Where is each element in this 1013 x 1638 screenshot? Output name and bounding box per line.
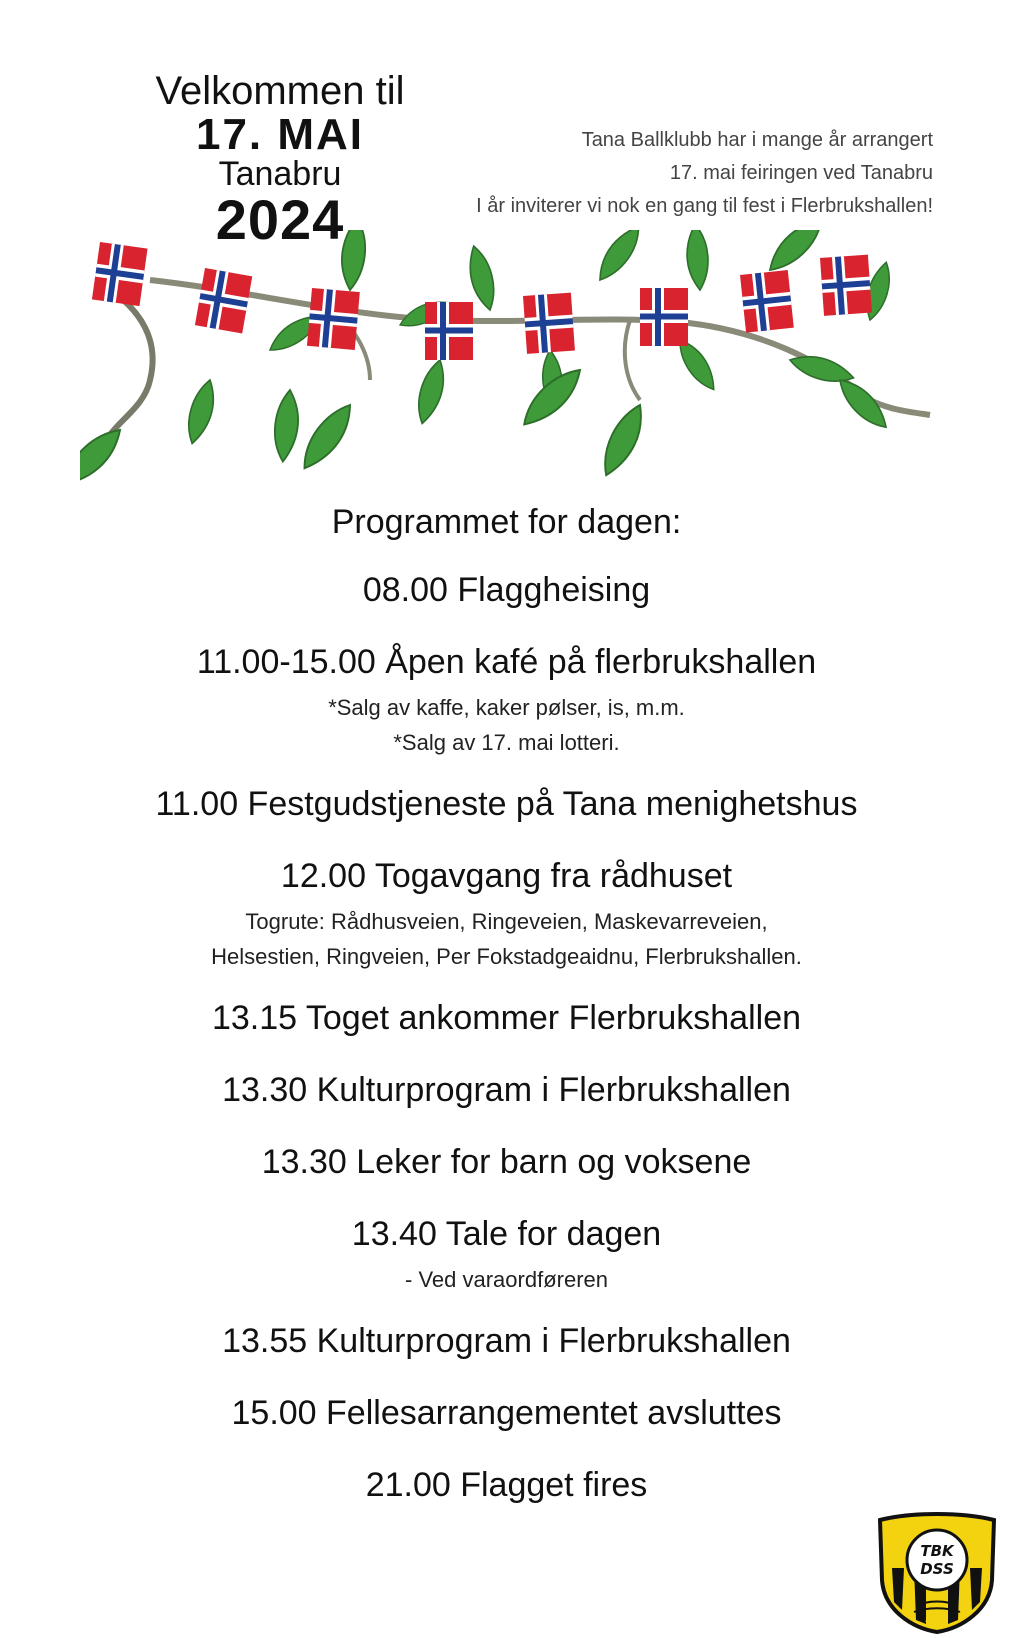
program-item-main: 13.15 Toget ankommer Flerbrukshallen (211, 999, 802, 1037)
flag-garland-illustration (80, 230, 940, 495)
program-item-main: 11.00 Festgudstjeneste på Tana menighetshus (155, 785, 858, 823)
event-place: Tanabru (218, 155, 342, 193)
program-item-main: 11.00-15.00 Åpen kafé på flerbrukshallen (196, 643, 817, 681)
program-item (0, 1457, 1013, 1513)
logo-year: 1981 (924, 1620, 950, 1630)
program-item-main: 13.55 Kulturprogram i Flerbrukshallen (222, 1322, 791, 1360)
program-item-main: 13.30 Leker for barn og voksene (261, 1143, 752, 1181)
logo-text: DSS (920, 1560, 954, 1578)
intro-line: I år inviterer vi nok en gang til fest i Flerbrukshallen! (476, 195, 933, 217)
program (0, 496, 1013, 1529)
program-item (0, 1385, 1013, 1441)
program-item (0, 1134, 1013, 1190)
program-item (0, 990, 1013, 1046)
program-item-note: *Salg av kaffe, kaker pølser, is, m.m. (328, 695, 685, 720)
program-item (0, 562, 1013, 618)
program-item-main: 15.00 Fellesarrangementet avsluttes (231, 1394, 782, 1432)
program-item (0, 776, 1013, 832)
intro-text (413, 124, 933, 223)
intro-line: Tana Ballklubb har i mange år arrangert (581, 129, 933, 151)
intro-line: 17. mai feiringen ved Tanabru (669, 162, 933, 184)
program-item-main: 08.00 Flaggheising (362, 571, 651, 609)
event-year: 2024 (215, 188, 345, 251)
program-item (0, 1206, 1013, 1297)
event-date: 17. MAI (195, 110, 365, 159)
leaves (80, 230, 896, 495)
program-item-main: 12.00 Togavgang fra rådhuset (280, 857, 733, 895)
program-item-note: Togrute: Rådhusveien, Ringeveien, Maskevarreveien, (245, 909, 768, 934)
program-item-note: Helsestien, Ringveien, Per Fokstadgeaidnu, Flerbrukshallen. (211, 944, 802, 969)
branch (110, 290, 153, 435)
program-item-main: 21.00 Flagget fires (365, 1466, 648, 1504)
event-title (120, 68, 440, 251)
program-item-main: 13.40 Tale for dagen (351, 1215, 662, 1253)
program-item-main: 13.30 Kulturprogram i Flerbrukshallen (222, 1071, 791, 1109)
program-item (0, 848, 1013, 974)
program-title: Programmet for dagen: (331, 503, 682, 541)
program-item (0, 1313, 1013, 1369)
program-item-note: *Salg av 17. mai lotteri. (393, 730, 620, 755)
welcome-text: Velkommen til (155, 69, 405, 113)
program-item (0, 1062, 1013, 1118)
club-logo (872, 1510, 1002, 1634)
program-item-note: - Ved varaordføreren (405, 1267, 608, 1292)
program-item (0, 634, 1013, 760)
logo-text: TBK (920, 1542, 954, 1560)
